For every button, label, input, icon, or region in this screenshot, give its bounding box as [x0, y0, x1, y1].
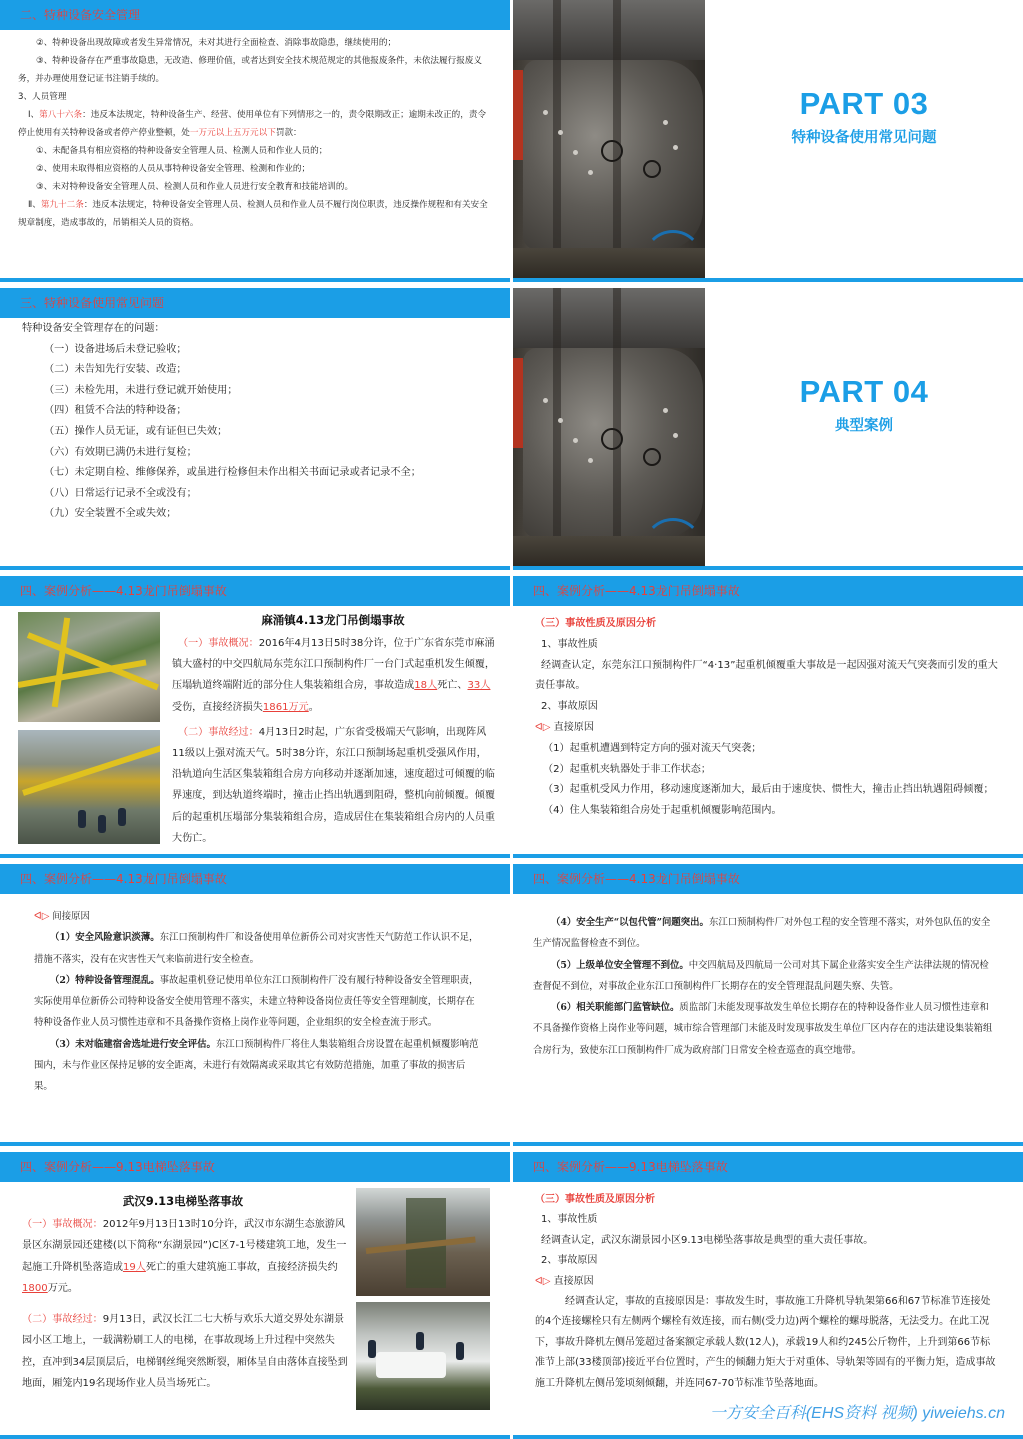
- cause-heading: （2）特种设备管理混乱。: [50, 974, 160, 986]
- text: 2012年9月13日13时10分许，武汉市东湖生态旅游风景区东湖景园还建楼(以下简称“东湖景园”)C区7-1号楼建筑工地，发生一起施工升降机坠落造成: [22, 1219, 347, 1273]
- slide-elevator-case-causes: [513, 1152, 1023, 1439]
- text: 东江口预制构件厂对外包工程的安全管理不落实，对外包队伍的安全生产情况监督检查不到位。: [533, 917, 991, 950]
- loss-amount: 1800: [22, 1282, 48, 1294]
- paragraph: [34, 970, 482, 1034]
- problem-list: [22, 319, 488, 525]
- slide-footer-bar: [513, 566, 1023, 570]
- list-item: （二）未告知先行安装、改造；: [44, 364, 187, 376]
- slide-footer-bar: [0, 854, 510, 858]
- list-item: （九）安全装置不全或失效；: [44, 508, 177, 520]
- text: 质监部门未能发现事故发生单位长期存在的特种设备作业人员习惯性违章和不具备操作资格上岗作业等问题，城市综合管理部门未能及时发现事故发生单位厂区内存在的违法建设集装箱组合房行为，致使东江口预制构件厂成为政府部门日常安全检查巡查的真空地带。: [533, 1002, 993, 1056]
- paragraph: 3、人员管理: [18, 92, 67, 102]
- paragraph: [172, 633, 496, 718]
- slide-common-problems: [0, 288, 510, 570]
- crane-collapse-photo: [18, 612, 160, 722]
- text: 万元。: [47, 1282, 78, 1294]
- list-item: （3）起重机受风力作用，移动速度逐渐加大，最后由于速度快、惯性大，撞击止挡出轨遇阻碍倾覆；: [543, 784, 994, 796]
- paragraph: [22, 1214, 348, 1299]
- paragraph: [533, 912, 993, 955]
- indirect-causes: [34, 906, 482, 1098]
- slide-crane-case-overview: [0, 576, 510, 858]
- slide-header: 二、特种设备安全管理: [0, 0, 510, 30]
- cause-heading: （3）未对临建宿舍选址进行安全评估。: [50, 1038, 216, 1050]
- slide-footer-bar: [513, 1142, 1023, 1146]
- paragraph: 1、事故性质: [541, 1214, 598, 1226]
- section-heading: （二）事故经过：: [22, 1314, 103, 1326]
- slide-header: 四、案例分析——9.13电梯坠落事故: [513, 1152, 1023, 1182]
- list-item: （4）住人集装箱组合房处于起重机倾覆影响范围内。: [543, 805, 782, 817]
- section-heading: （三）事故性质及原因分析: [535, 1194, 655, 1205]
- slide-footer-bar: [0, 1142, 510, 1146]
- paragraph: [535, 718, 1001, 739]
- case-body: [172, 633, 496, 849]
- text: 东江口预制构件厂和设备使用单位新侨公司对灾害性天气防范工作认识不足，措施不落实，没有在灾害性天气来临前进行安全检查。: [34, 932, 479, 965]
- cause-heading: （5）上级单位安全管理不到位。: [551, 959, 689, 971]
- watermark: 一方安全百科(EHS资料 视频) yiweiehs.cn: [709, 1405, 1005, 1422]
- paragraph: [34, 927, 482, 970]
- paragraph: ②、使用未取得相应资格的人员从事特种设备安全管理、检测和作业的；: [36, 164, 311, 174]
- slide-header: 四、案例分析——4.13龙门吊倒塌事故: [0, 576, 510, 606]
- slide-footer-bar: [513, 278, 1023, 282]
- arrow-bullet-icon: ᐊ▷: [535, 1275, 551, 1287]
- paragraph: ①、未配备具有相应资格的特种设备安全管理人员、检测人员和作业人员的；: [36, 146, 328, 156]
- slide-elevator-case-overview: [0, 1152, 510, 1439]
- text: 间接原因: [52, 911, 90, 922]
- cause-heading: （1）安全风险意识淡薄。: [50, 932, 160, 944]
- slide-part-03: [513, 0, 1023, 282]
- slide-crane-indirect-causes-2: [513, 864, 1023, 1146]
- rescue-scene-photo: [18, 730, 160, 844]
- injury-count: 33人: [467, 680, 491, 692]
- slide-footer-bar: [0, 1435, 510, 1439]
- cause-heading: （6）相关职能部门监管缺位。: [551, 1002, 680, 1014]
- slide-footer-bar: [0, 566, 510, 570]
- paragraph: [172, 722, 496, 849]
- slide-crane-indirect-causes: [0, 864, 510, 1146]
- list-item: （七）未定期自检、维修保养，或虽进行检修但未作出相关书面记录或者记录不全；: [44, 467, 421, 479]
- part-subtitle: 典型案例: [835, 418, 893, 434]
- law-article: 第九十二条: [40, 200, 84, 210]
- paragraph: 2、事故原因: [541, 701, 598, 713]
- list-item: （六）有效期已满仍未进行复检；: [44, 446, 197, 458]
- slide-footer-bar: [513, 854, 1023, 858]
- cause-analysis: [535, 1190, 999, 1394]
- text: ：违反本法规定，特种设备生产、经营、使用单位有下列情形之一的，责令限期改正；逾期未改正的，责令停止使用有关特种设备或者停产停业整顿，处: [18, 110, 487, 138]
- case-title: 麻涌镇4.13龙门吊倒塌事故: [261, 613, 405, 627]
- law-article: 第八十六条: [39, 110, 83, 120]
- construction-site-photo: [356, 1188, 490, 1296]
- slide-header: 四、案例分析——9.13电梯坠落事故: [0, 1152, 510, 1182]
- paragraph: [18, 196, 488, 232]
- paragraph: [22, 1309, 348, 1394]
- paragraph: [34, 1034, 482, 1098]
- list-item: （五）操作人员无证，或有证但已失效；: [44, 425, 228, 437]
- text: 东江口预制构件厂将住人集装箱组合房设置在起重机倾覆影响范围内，未与作业区保持足够的安全距离，未进行有效隔离或采取其它有效防范措施，加重了事故的损害后果。: [34, 1038, 479, 1093]
- paragraph: [533, 997, 993, 1061]
- text: 死亡的重大建筑施工事故，直接经济损失约: [145, 1261, 338, 1273]
- death-count: 19人: [122, 1261, 146, 1273]
- paragraph: 经调查认定，武汉东湖景园小区9.13电梯坠落事故是典型的重大责任事故。: [541, 1234, 874, 1246]
- text: ：违反本法规定，特种设备安全管理人员、检测人员和作业人员不履行岗位职责，违反操作规程和有关安全规章制度，造成事故的，吊销相关人员的资格。: [18, 200, 488, 228]
- text: 2016年4月13日5时38分许，位于广东省东莞市麻涌镇大盛村的中交四航局东莞东江口预制构件厂一台门式起重机发生倾覆，压塌轨道终端附近的部分住人集装箱组合房，事故造成: [172, 638, 495, 692]
- section-heading: （一）事故概况：: [22, 1219, 103, 1230]
- paragraph: [533, 955, 993, 998]
- text: 4月13日2时起，广东省受极端天气影响，出现阵风11级以上强对流天气。5时38分许，东江口预制场起重机受强风作用，沿轨道向生活区集装箱组合房方向移动并逐渐加速，速度超过可倾覆的临界速度，到达轨道终端时，撞击止挡出轨遇到阻碍，整机向前倾覆。倾覆后的起重机压塌部分集装箱组合房，造成居住在集装箱组合房内的人员重大伤亡。: [172, 726, 495, 844]
- paragraph: [535, 1272, 999, 1292]
- paragraph: ③、特种设备存在严重事故隐患，无改造、修理价值，或者达到安全技术规范规定的其他报废条件，未依法履行报废义务，并办理使用登记证书注销手续的。: [18, 56, 482, 84]
- boiler-photo: [513, 0, 705, 282]
- rescue-scene-photo: [356, 1302, 490, 1410]
- boiler-photo: [513, 288, 705, 570]
- paragraph: 经调查认定，东莞东江口预制构件厂“4·13”起重机倾覆重大事故是一起因强对流天气突袭而引发的重大责任事故。: [535, 659, 998, 692]
- part-heading: [705, 374, 1023, 435]
- cause-heading: （4）安全生产“以包代管”问题突出。: [551, 917, 709, 928]
- paragraph: [34, 906, 482, 927]
- loss-amount: 1861万元: [262, 701, 309, 713]
- part-heading: [705, 86, 1023, 147]
- text: 罚款：: [275, 128, 302, 138]
- list-intro: 特种设备安全管理存在的问题：: [22, 323, 165, 334]
- text: 直接原因: [553, 1275, 594, 1287]
- slide-body: [18, 34, 488, 232]
- death-count: 18人: [414, 680, 438, 692]
- section-heading: （三）事故性质及原因分析: [535, 618, 657, 629]
- slide-crane-case-causes: [513, 576, 1023, 858]
- paragraph: ③、未对特种设备安全管理人员、检测人员和作业人员进行安全教育和技能培训的。: [36, 182, 354, 192]
- paragraph: [18, 106, 488, 142]
- text: 9月13日，武汉长江二七大桥与欢乐大道交界处东湖景园小区工地上，一载满粉刷工人的电梯，在事故现场上升过程中突然失控，直冲到34层顶层后，电梯钢丝绳突然断裂，厢体呈自由落体直接坠到地面，厢笼内19名现场作业人员当场死亡。: [22, 1314, 348, 1390]
- text: 。: [308, 701, 319, 713]
- slide-footer-bar: [513, 1435, 1023, 1439]
- list-item: （四）租赁不合法的特种设备；: [44, 405, 187, 417]
- section-heading: （一）事故概况：: [178, 638, 259, 649]
- text: 中交四航局及四航局一公司对其下属企业落实安全生产法律法规的情况检查督促不到位，对事故企业东江口预制构件厂长期存在的安全管理混乱问题失察、失管。: [533, 959, 989, 992]
- slide-header: 四、案例分析——4.13龙门吊倒塌事故: [513, 864, 1023, 894]
- section-heading: （二）事故经过：: [178, 726, 259, 738]
- slide-part-04: [513, 288, 1023, 570]
- arrow-bullet-icon: ᐊ▷: [34, 911, 50, 922]
- text: 受伤，直接经济损失: [172, 701, 263, 713]
- slide-header: 四、案例分析——4.13龙门吊倒塌事故: [0, 864, 510, 894]
- list-item: （1）起重机遭遇到特定方向的强对流天气突袭；: [543, 742, 762, 754]
- paragraph: 2、事故原因: [541, 1255, 598, 1267]
- case-body: [22, 1214, 348, 1394]
- indirect-causes: [533, 912, 993, 1061]
- slide-footer-bar: [0, 278, 510, 282]
- case-title: 武汉9.13电梯坠落事故: [122, 1194, 244, 1208]
- slide-header: 三、特种设备使用常见问题: [0, 288, 510, 318]
- part-number: PART 04: [799, 374, 929, 409]
- list-item: （八）日常运行记录不全或没有；: [44, 487, 197, 499]
- paragraph: ②、特种设备出现故障或者发生异常情况，未对其进行全面检查、消除事故隐患，继续使用的；: [36, 38, 397, 48]
- part-subtitle: 特种设备使用常见问题: [791, 130, 937, 146]
- slide-safety-management: [0, 0, 510, 282]
- fine-range: 一万元以上五万元以下: [189, 128, 276, 138]
- paragraph: 1、事故性质: [541, 638, 598, 650]
- numeral: Ⅰ、: [28, 110, 40, 120]
- text: 死亡、: [437, 680, 468, 692]
- list-item: （一）设备进场后未登记验收；: [44, 343, 187, 355]
- numeral: Ⅱ、: [28, 200, 41, 210]
- paragraph: 经调查认定，事故的直接原因是：事故发生时，事故施工升降机导轨架第66和67节标准节连接处的4个连接螺栓只有左侧两个螺栓有效连接，而右侧(受力边)两个螺栓的螺母脱落，无法受力。在此工况下，事故升降机左侧吊笼超过备案额定承载人数(12人)，承载19人和约245公斤物件，上升到第66节标准节上部(33楼顶部)接近平台位置时，产生的倾翻力矩大于对重体、导轨架等固有的平衡力矩，造成事故施工升降机左侧吊笼顷刻倾翻，并连同67-70节标准节坠落地面。: [535, 1296, 996, 1389]
- cause-analysis: [535, 614, 1001, 822]
- text: 事故起重机登记使用单位东江口预制构件厂没有履行特种设备安全管理职责，实际使用单位新侨公司特种设备安全使用管理不落实，未建立特种设备岗位责任等安全管理制度，长期存在特种设备作业人员习惯性违章和不具备操作资格上岗作业等问题，企业组织的安全检查流于形式。: [34, 974, 479, 1029]
- slide-header: 四、案例分析——4.13龙门吊倒塌事故: [513, 576, 1023, 606]
- list-item: （三）未检先用，未进行登记就开始使用；: [44, 384, 238, 396]
- arrow-bullet-icon: ᐊ▷: [535, 721, 551, 733]
- list-item: （2）起重机夹轨器处于非工作状态；: [543, 763, 711, 775]
- part-number: PART 03: [799, 86, 929, 121]
- text: 直接原因: [553, 721, 594, 733]
